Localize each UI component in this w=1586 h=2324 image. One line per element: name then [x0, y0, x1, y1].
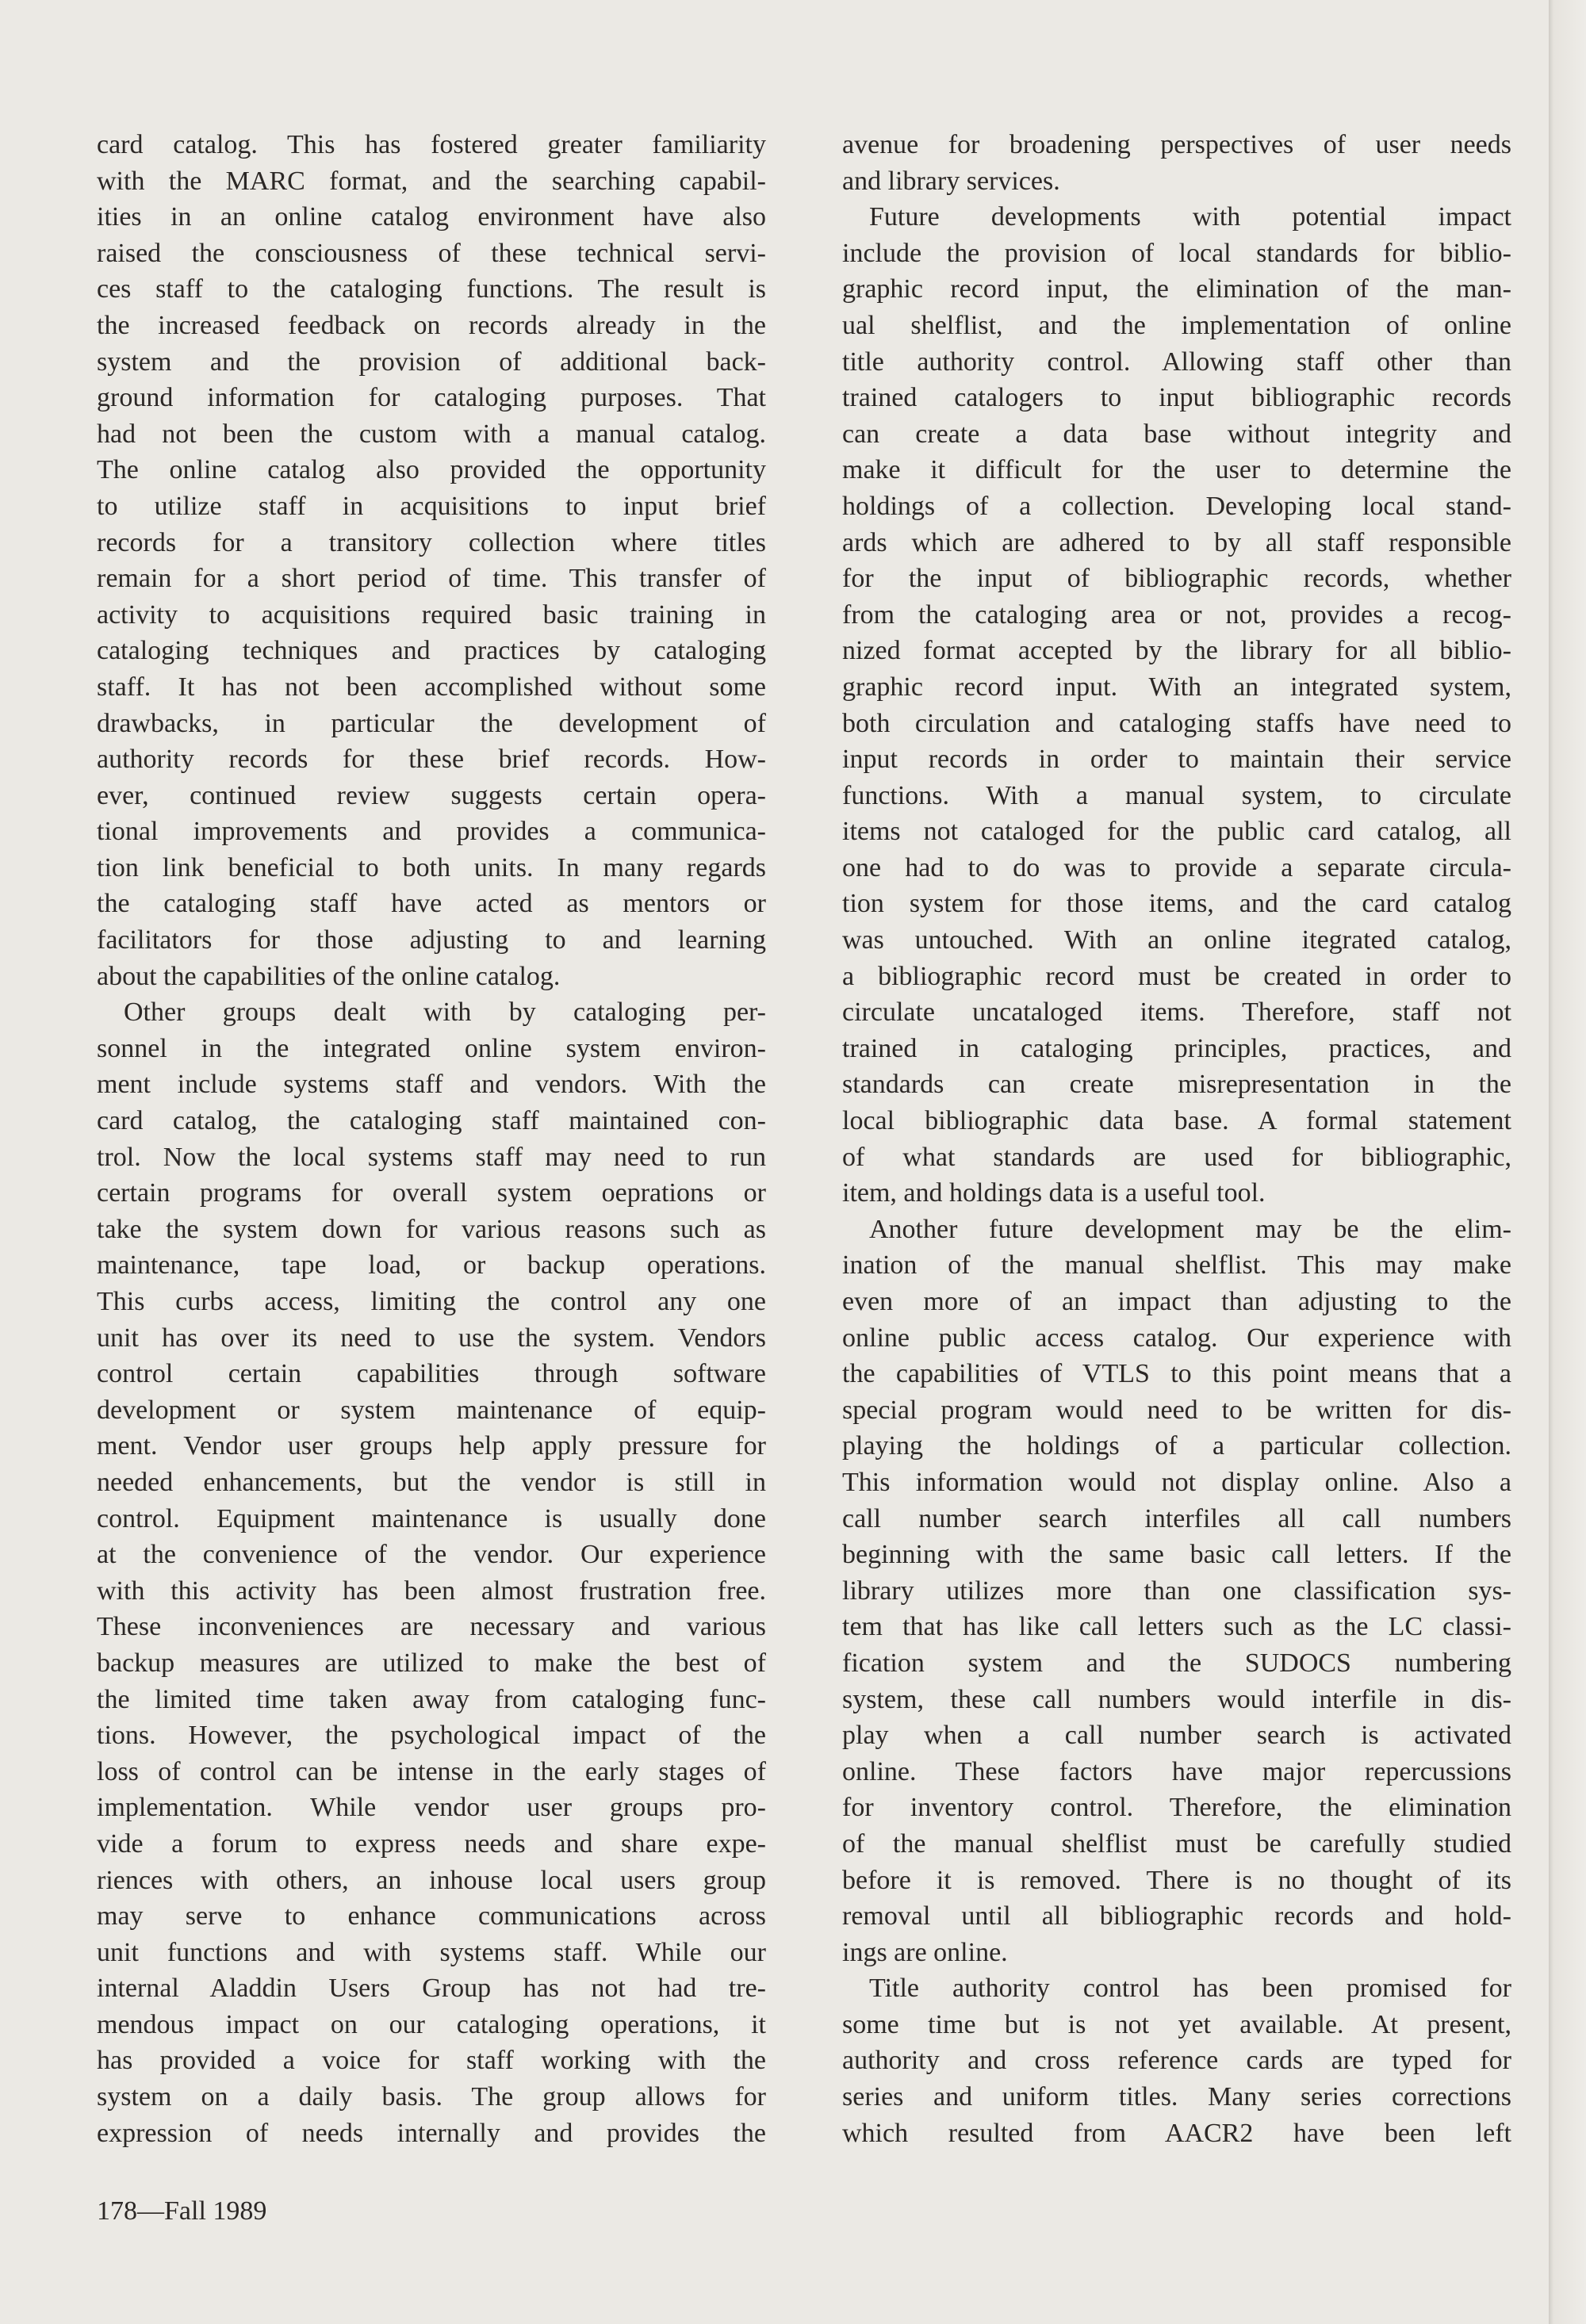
text-line: take the system down for various reasons such as — [97, 1214, 766, 1244]
text-line: the limited time taken away from cataloging func- — [97, 1684, 766, 1714]
text-line: before it is removed. There is no thought of its — [842, 1865, 1511, 1895]
text-line: can create a data base without integrity and — [842, 419, 1511, 449]
text-line: facilitators for those adjusting to and learning — [97, 925, 766, 955]
text-line: the capabilities of VTLS to this point means that a — [842, 1359, 1511, 1389]
text-line: the increased feedback on records already in the — [97, 310, 766, 340]
text-line: standards can create misrepresentation in the — [842, 1070, 1511, 1100]
text-line: ment include systems staff and vendors. With the — [97, 1070, 766, 1100]
text-line: title authority control. Allowing staff other than — [842, 346, 1511, 377]
text-line: at the convenience of the vendor. Our experience — [97, 1540, 766, 1570]
text-line: raised the consciousness of these technical servi- — [97, 238, 766, 268]
text-line: sonnel in the integrated online system environ- — [97, 1033, 766, 1063]
text-line: activity to acquisitions required basic training in — [97, 599, 766, 630]
text-line: of what standards are used for bibliographic, — [842, 1142, 1511, 1172]
text-line: nized format accepted by the library for all biblio- — [842, 636, 1511, 666]
paragraph — [842, 1212, 1511, 1970]
left-column — [97, 127, 766, 2151]
text-line: vide a forum to express needs and share expe- — [97, 1828, 766, 1859]
page-edge — [1549, 0, 1586, 2324]
page-footer-folio: 178—Fall 1989 — [97, 2196, 267, 2226]
text-line: ual shelflist, and the implementation of online — [842, 310, 1511, 340]
text-line: call number search interfiles all call numbers — [842, 1503, 1511, 1533]
text-line: Other groups dealt with by cataloging per- — [124, 997, 766, 1028]
text-line: ces staff to the cataloging functions. The result is — [97, 274, 766, 304]
text-line: holdings of a collection. Developing local stand- — [842, 491, 1511, 521]
text-line: tion link beneficial to both units. In many regards — [97, 852, 766, 883]
text-line: local bibliographic data base. A formal statement — [842, 1106, 1511, 1136]
text-line: a bibliographic record must be created in order to — [842, 961, 1511, 991]
text-line: This curbs access, limiting the control any one — [97, 1287, 766, 1316]
text-line: The online catalog also provided the opportunity — [97, 455, 766, 485]
text-line: card catalog. This has fostered greater familiarity — [97, 130, 766, 159]
text-line: ings are online. — [842, 1937, 1008, 1967]
text-line: which resulted from AACR2 have been left — [842, 2118, 1511, 2148]
text-line: riences with others, an inhouse local users group — [97, 1865, 766, 1895]
text-line: for inventory control. Therefore, the elimination — [842, 1793, 1511, 1823]
text-line: tional improvements and provides a communica- — [97, 817, 766, 847]
text-line: trol. Now the local systems staff may need to run — [97, 1142, 766, 1172]
text-line: special program would need to be written for dis- — [842, 1395, 1511, 1425]
text-line: with this activity has been almost frustration free. — [97, 1575, 766, 1606]
text-line: staff. It has not been accomplished without some — [97, 672, 766, 702]
text-line: about the capabilities of the online catalog. — [97, 961, 561, 991]
text-line: unit functions and with systems staff. While our — [97, 1937, 766, 1967]
text-line: records for a transitory collection where titles — [97, 527, 766, 557]
text-line: Another future development may be the elim- — [869, 1214, 1511, 1244]
text-line: online public access catalog. Our experience with — [842, 1323, 1511, 1353]
text-line: tion system for those items, and the card catalog — [842, 889, 1511, 919]
text-line: item, and holdings data is a useful tool. — [842, 1178, 1266, 1208]
text-line: series and uniform titles. Many series corrections — [842, 2082, 1511, 2112]
text-line: Title authority control has been promised for — [869, 1974, 1511, 2004]
text-line: graphic record input, the elimination of the man- — [842, 274, 1511, 304]
text-line: ever, continued review suggests certain opera- — [97, 780, 766, 810]
text-line: tions. However, the psychological impact of the — [97, 1721, 766, 1751]
paragraph — [842, 1970, 1511, 2151]
text-line: ment. Vendor user groups help apply pressure for — [97, 1431, 766, 1461]
text-line: play when a call number search is activated — [842, 1721, 1511, 1751]
text-line: authority and cross reference cards are typed for — [842, 2046, 1511, 2076]
paragraph — [97, 127, 766, 994]
text-line: include the provision of local standards for biblio- — [842, 238, 1511, 268]
text-line: trained catalogers to input bibliographic records — [842, 383, 1511, 413]
text-line: beginning with the same basic call letters. If the — [842, 1540, 1511, 1570]
text-line: was untouched. With an online itegrated catalog, — [842, 925, 1511, 955]
text-line: ities in an online catalog environment have also — [97, 202, 766, 232]
text-line: make it difficult for the user to determine the — [842, 455, 1511, 485]
text-line: with the MARC format, and the searching capabil- — [97, 166, 766, 196]
text-line: loss of control can be intense in the early stages of — [97, 1756, 766, 1786]
text-line: playing the holdings of a particular collection. — [842, 1431, 1511, 1461]
text-line: development or system maintenance of equip- — [97, 1395, 766, 1425]
text-line: control. Equipment maintenance is usually done — [97, 1503, 766, 1533]
text-line: the cataloging staff have acted as mentors or — [97, 889, 766, 919]
text-line: library utilizes more than one classification sys- — [842, 1575, 1511, 1606]
text-line: expression of needs internally and provides the — [97, 2118, 766, 2148]
text-line: These inconveniences are necessary and various — [97, 1612, 766, 1642]
text-line: This information would not display online. Also a — [842, 1467, 1511, 1497]
text-line: even more of an impact than adjusting to the — [842, 1287, 1511, 1316]
paragraph — [97, 994, 766, 2151]
text-line: authority records for these brief records. How- — [97, 745, 766, 775]
text-line: removal until all bibliographic records and hold- — [842, 1901, 1511, 1932]
text-line: may serve to enhance communications across — [97, 1901, 766, 1932]
text-line: maintenance, tape load, or backup operations. — [97, 1250, 766, 1281]
text-line: some time but is not yet available. At present, — [842, 2009, 1511, 2039]
text-line: for the input of bibliographic records, whether — [842, 564, 1511, 594]
text-line: needed enhancements, but the vendor is still in — [97, 1467, 766, 1497]
text-line: circulate uncataloged items. Therefore, staff not — [842, 997, 1511, 1028]
text-line: both circulation and cataloging staffs have need to — [842, 708, 1511, 738]
text-line: fication system and the SUDOCS numbering — [842, 1648, 1511, 1678]
text-line: card catalog, the cataloging staff maintained con- — [97, 1106, 766, 1136]
text-line: internal Aladdin Users Group has not had tre- — [97, 1974, 766, 2004]
text-line: to utilize staff in acquisitions to input brief — [97, 491, 766, 521]
text-line: tem that has like call letters such as the LC classi- — [842, 1612, 1511, 1642]
text-line: system and the provision of additional back- — [97, 346, 766, 377]
text-line: from the cataloging area or not, provides a recog- — [842, 599, 1511, 630]
paragraph — [842, 199, 1511, 1212]
text-line: avenue for broadening perspectives of user needs — [842, 130, 1511, 159]
text-line: implementation. While vendor user groups pro- — [97, 1793, 766, 1823]
text-line: input records in order to maintain their service — [842, 745, 1511, 775]
text-line: control certain capabilities through software — [97, 1359, 766, 1389]
text-line: system, these call numbers would interfile in dis- — [842, 1684, 1511, 1714]
text-line: online. These factors have major repercussions — [842, 1756, 1511, 1786]
text-line: graphic record input. With an integrated system, — [842, 672, 1511, 702]
text-line: ground information for cataloging purposes. That — [97, 383, 766, 413]
text-line: mendous impact on our cataloging operations, it — [97, 2009, 766, 2039]
text-line: backup measures are utilized to make the best of — [97, 1648, 766, 1678]
text-line: items not cataloged for the public card catalog, all — [842, 817, 1511, 847]
text-line: of the manual shelflist must be carefully studied — [842, 1828, 1511, 1859]
text-line: ards which are adhered to by all staff responsible — [842, 527, 1511, 557]
paragraph — [842, 127, 1511, 199]
text-line: drawbacks, in particular the development of — [97, 708, 766, 738]
text-line: has provided a voice for staff working with the — [97, 2046, 766, 2076]
text-line: ination of the manual shelflist. This may make — [842, 1250, 1511, 1281]
text-line: system on a daily basis. The group allows for — [97, 2082, 766, 2112]
text-line: trained in cataloging principles, practices, and — [842, 1033, 1511, 1063]
text-line: cataloging techniques and practices by cataloging — [97, 636, 766, 666]
text-line: and library services. — [842, 166, 1060, 196]
text-line: remain for a short period of time. This transfer of — [97, 564, 766, 594]
text-line: unit has over its need to use the system. Vendors — [97, 1323, 766, 1353]
text-line: certain programs for overall system oeprations or — [97, 1178, 766, 1208]
right-column — [842, 127, 1511, 2151]
text-line: Future developments with potential impact — [869, 202, 1511, 232]
text-line: had not been the custom with a manual catalog. — [97, 419, 766, 449]
text-line: one had to do was to provide a separate circula- — [842, 852, 1511, 883]
text-line: functions. With a manual system, to circulate — [842, 780, 1511, 810]
